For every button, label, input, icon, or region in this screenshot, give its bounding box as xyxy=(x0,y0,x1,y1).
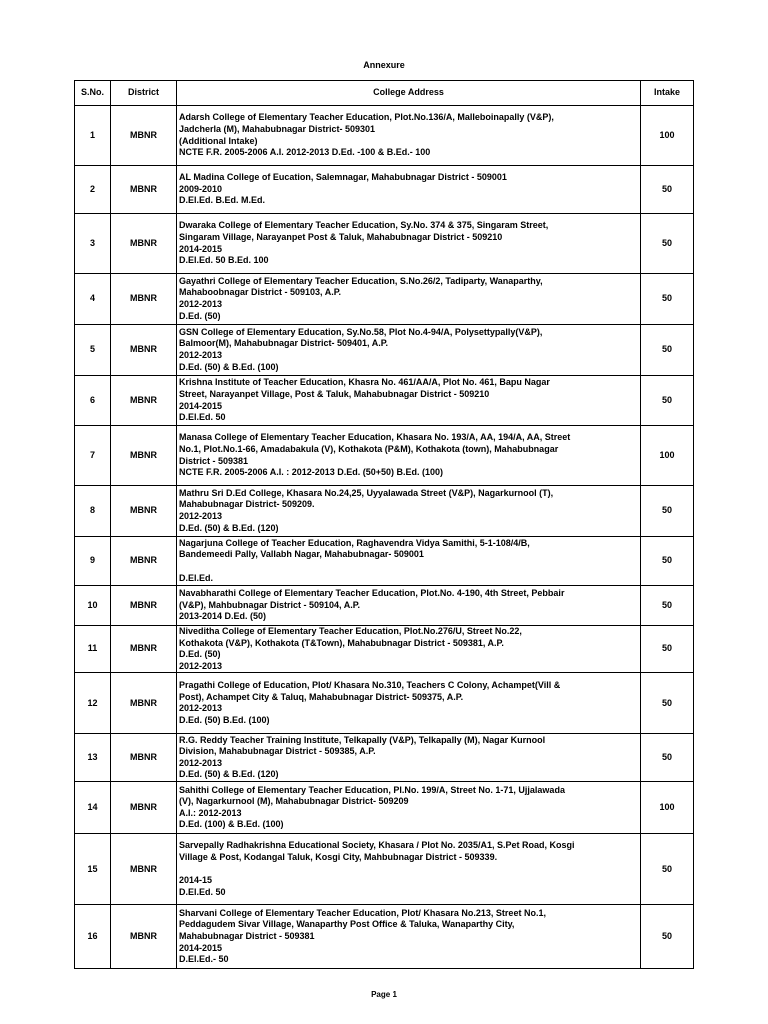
serial-number: 9 xyxy=(75,537,111,586)
table-row xyxy=(75,782,694,834)
college-address-cell xyxy=(177,166,641,214)
district-cell: MBNR xyxy=(111,376,177,426)
serial-number: 11 xyxy=(75,626,111,673)
district-cell: MBNR xyxy=(111,214,177,274)
table-header-row xyxy=(75,81,694,106)
college-address-cell xyxy=(177,274,641,325)
intake-cell: 50 xyxy=(641,586,694,626)
address-line: District - 509381 xyxy=(179,455,249,466)
table-row xyxy=(75,486,694,537)
district-header: District xyxy=(111,81,177,106)
address-line: Dwaraka College of Elementary Teacher Education, Sy.No. 374 & 375, Singaram Street, xyxy=(179,220,549,231)
address-line: 2012-2013 xyxy=(179,757,223,768)
address-line xyxy=(179,864,638,876)
table-body xyxy=(75,106,694,969)
address-line: Mahabubnagar District- 509209. xyxy=(179,499,315,510)
address-line: 2014-15 xyxy=(179,875,213,886)
address-line: Balmoor(M), Mahabubnagar District- 509401, A.P. xyxy=(179,338,389,349)
address-line: D.El.Ed. 50 B.Ed. 100 xyxy=(179,255,269,266)
address-line: 2012-2013 xyxy=(179,660,223,671)
college-address-cell xyxy=(177,905,641,969)
table-row xyxy=(75,905,694,969)
college-address-cell xyxy=(177,486,641,537)
address-line: R.G. Reddy Teacher Training Institute, Telkapally (V&P), Telkapally (M), Nagar Kurnool xyxy=(179,734,546,745)
college-address-cell xyxy=(177,214,641,274)
intake-cell: 50 xyxy=(641,626,694,673)
intake-cell: 50 xyxy=(641,274,694,325)
address-line: D.Ed. (50) xyxy=(179,649,221,660)
address-line: Krishna Institute of Teacher Education, Khasra No. 461/AA/A, Plot No. 461, Bapu Nagar xyxy=(179,377,550,388)
college-table xyxy=(74,80,694,969)
address-line: (V), Nagarkurnool (M), Mahabubnagar District- 509209 xyxy=(179,796,409,807)
address-line: Manasa College of Elementary Teacher Education, Khasara No. 193/A, AA, 194/A, AA, Street xyxy=(179,432,571,443)
intake-cell: 50 xyxy=(641,376,694,426)
serial-number: 3 xyxy=(75,214,111,274)
address-line: D.El.Ed.- 50 xyxy=(179,954,229,965)
address-line: D.El.Ed. 50 xyxy=(179,412,226,423)
address-line: D.El.Ed. 50 xyxy=(179,886,226,897)
address-line: Sahithi College of Elementary Teacher Education, Pl.No. 199/A, Street No. 1-71, Ujjalawada xyxy=(179,784,565,795)
address-line: Division, Mahabubnagar District - 509385, A.P. xyxy=(179,746,376,757)
table-row xyxy=(75,834,694,905)
sno-header: S.No. xyxy=(75,81,111,106)
address-header: College Address xyxy=(177,81,641,106)
district-cell: MBNR xyxy=(111,905,177,969)
address-line: Nagarjuna College of Teacher Education, Raghavendra Vidya Samithi, 5-1-108/4/B, xyxy=(179,537,530,548)
address-line: A.I.: 2012-2013 xyxy=(179,807,242,818)
page-number: Page 1 xyxy=(371,990,397,999)
address-line: NCTE F.R. 2005-2006 A.I. 2012-2013 D.Ed. -100 & B.Ed.- 100 xyxy=(179,147,431,158)
intake-header: Intake xyxy=(641,81,694,106)
college-address-cell xyxy=(177,673,641,734)
address-line: 2014-2015 xyxy=(179,243,223,254)
district-cell: MBNR xyxy=(111,586,177,626)
district-cell: MBNR xyxy=(111,626,177,673)
address-line: Peddagudem Sivar Village, Wanaparthy Post Office & Taluka, Wanaparthy City, xyxy=(179,919,515,930)
college-address-cell xyxy=(177,586,641,626)
address-line: 2014-2015 xyxy=(179,400,223,411)
college-address-cell xyxy=(177,782,641,834)
table-row xyxy=(75,166,694,214)
table-row xyxy=(75,426,694,486)
college-address-cell xyxy=(177,537,641,586)
address-line: Gayathri College of Elementary Teacher Education, S.No.26/2, Tadiparty, Wanaparthy, xyxy=(179,275,543,286)
serial-number: 10 xyxy=(75,586,111,626)
address-line: 2014-2015 xyxy=(179,942,223,953)
address-line: D.El.Ed. B.Ed. M.Ed. xyxy=(179,195,266,206)
college-address-cell xyxy=(177,325,641,376)
address-line: (Additional Intake) xyxy=(179,135,258,146)
address-line: Sharvani College of Elementary Teacher Education, Plot/ Khasara No.213, Street No.1, xyxy=(179,907,546,918)
table-row xyxy=(75,325,694,376)
address-line: 2013-2014 D.Ed. (50) xyxy=(179,611,267,622)
address-line: Navabharathi College of Elementary Teacher Education, Plot.No. 4-190, 4th Street, Pebbair xyxy=(179,588,565,599)
college-address-cell xyxy=(177,426,641,486)
address-line: 2012-2013 xyxy=(179,299,223,309)
address-line: GSN College of Elementary Education, Sy.No.58, Plot No.4-94/A, Polysettypally(V&P), xyxy=(179,326,543,337)
serial-number: 15 xyxy=(75,834,111,905)
college-address-cell xyxy=(177,626,641,673)
intake-cell: 50 xyxy=(641,537,694,586)
serial-number: 6 xyxy=(75,376,111,426)
district-cell: MBNR xyxy=(111,106,177,166)
address-line: Mahaboobnagar District - 509103, A.P. xyxy=(179,287,342,298)
address-line: Singaram Village, Narayanpet Post & Taluk, Mahabubnagar District - 509210 xyxy=(179,231,503,242)
table-row xyxy=(75,106,694,166)
address-line xyxy=(179,561,638,573)
serial-number: 14 xyxy=(75,782,111,834)
address-line: 2012-2013 xyxy=(179,703,223,714)
serial-number: 12 xyxy=(75,673,111,734)
address-line: D.El.Ed. xyxy=(179,572,214,583)
address-line: Mahabubnagar District - 509381 xyxy=(179,931,315,942)
address-line: Village & Post, Kodangal Taluk, Kosgi City, Mahbubnagar District - 509339. xyxy=(179,851,498,862)
intake-cell: 50 xyxy=(641,214,694,274)
address-line: 2012-2013 xyxy=(179,511,223,521)
address-line: Mathru Sri D.Ed College, Khasara No.24,25, Uyyalawada Street (V&P), Nagarkurnool (T), xyxy=(179,487,554,498)
college-address-cell xyxy=(177,376,641,426)
address-line: D.Ed. (50) & B.Ed. (120) xyxy=(179,522,279,533)
address-line: D.Ed. (50) xyxy=(179,310,221,321)
serial-number: 4 xyxy=(75,274,111,325)
serial-number: 13 xyxy=(75,734,111,782)
address-line: D.Ed. (50) & B.Ed. (100) xyxy=(179,361,279,372)
address-line: Jadcherla (M), Mahabubnagar District- 509301 xyxy=(179,123,376,134)
table-row xyxy=(75,274,694,325)
district-cell: MBNR xyxy=(111,274,177,325)
intake-cell: 100 xyxy=(641,426,694,486)
intake-cell: 50 xyxy=(641,834,694,905)
table-row xyxy=(75,376,694,426)
intake-cell: 50 xyxy=(641,486,694,537)
table-row xyxy=(75,734,694,782)
address-line: D.Ed. (50) B.Ed. (100) xyxy=(179,714,270,725)
address-line: Sarvepally Radhakrishna Educational Society, Khasara / Plot No. 2035/A1, S.Pet Road, Kosgi xyxy=(179,840,575,851)
address-line: Pragathi College of Education, Plot/ Khasara No.310, Teachers C Colony, Achampet(Vill & xyxy=(179,680,561,691)
address-line: Niveditha College of Elementary Teacher Education, Plot.No.276/U, Street No.22, xyxy=(179,626,522,636)
intake-cell: 100 xyxy=(641,782,694,834)
address-line: 2009-2010 xyxy=(179,183,223,194)
address-line: No.1, Plot.No.1-66, Amadabakula (V), Kothakota (P&M), Kothakota (town), Mahabubnagar xyxy=(179,443,559,454)
intake-cell: 50 xyxy=(641,166,694,214)
serial-number: 2 xyxy=(75,166,111,214)
district-cell: MBNR xyxy=(111,325,177,376)
college-address-cell xyxy=(177,834,641,905)
district-cell: MBNR xyxy=(111,834,177,905)
college-address-cell xyxy=(177,734,641,782)
district-cell: MBNR xyxy=(111,486,177,537)
address-line: Street, Narayanpet Village, Post & Taluk, Mahabubnagar District - 509210 xyxy=(179,388,490,399)
intake-cell: 50 xyxy=(641,673,694,734)
address-line: Bandemeedi Pally, Vallabh Nagar, Mahabubnagar- 509001 xyxy=(179,549,424,560)
table-row xyxy=(75,626,694,673)
serial-number: 1 xyxy=(75,106,111,166)
serial-number: 7 xyxy=(75,426,111,486)
serial-number: 8 xyxy=(75,486,111,537)
intake-cell: 50 xyxy=(641,905,694,969)
intake-cell: 50 xyxy=(641,734,694,782)
address-line: NCTE F.R. 2005-2006 A.I. : 2012-2013 D.Ed. (50+50) B.Ed. (100) xyxy=(179,467,444,478)
address-line: 2012-2013 xyxy=(179,350,223,360)
table-row xyxy=(75,537,694,586)
address-line: Kothakota (V&P), Kothakota (T&Town), Mahabubnagar District - 509381, A.P. xyxy=(179,637,504,648)
table-row xyxy=(75,673,694,734)
address-line: Post), Achampet City & Taluq, Mahabubnagar District- 509375, A.P. xyxy=(179,691,464,702)
serial-number: 5 xyxy=(75,325,111,376)
intake-cell: 50 xyxy=(641,325,694,376)
intake-cell: 100 xyxy=(641,106,694,166)
district-cell: MBNR xyxy=(111,537,177,586)
serial-number: 16 xyxy=(75,905,111,969)
address-line: D.Ed. (50) & B.Ed. (120) xyxy=(179,769,279,780)
table-row xyxy=(75,586,694,626)
district-cell: MBNR xyxy=(111,782,177,834)
annexure-title: Annexure xyxy=(363,60,405,70)
district-cell: MBNR xyxy=(111,673,177,734)
address-line: AL Madina College of Eucation, Salemnagar, Mahabubnagar District - 509001 xyxy=(179,172,507,183)
address-line: (V&P), Mahbubnagar District - 509104, A.P. xyxy=(179,599,361,610)
table-row xyxy=(75,214,694,274)
district-cell: MBNR xyxy=(111,426,177,486)
address-line: Adarsh College of Elementary Teacher Education, Plot.No.136/A, Malleboinapally (V&P), xyxy=(179,112,554,123)
address-line: D.Ed. (100) & B.Ed. (100) xyxy=(179,819,284,830)
district-cell: MBNR xyxy=(111,734,177,782)
district-cell: MBNR xyxy=(111,166,177,214)
college-address-cell xyxy=(177,106,641,166)
